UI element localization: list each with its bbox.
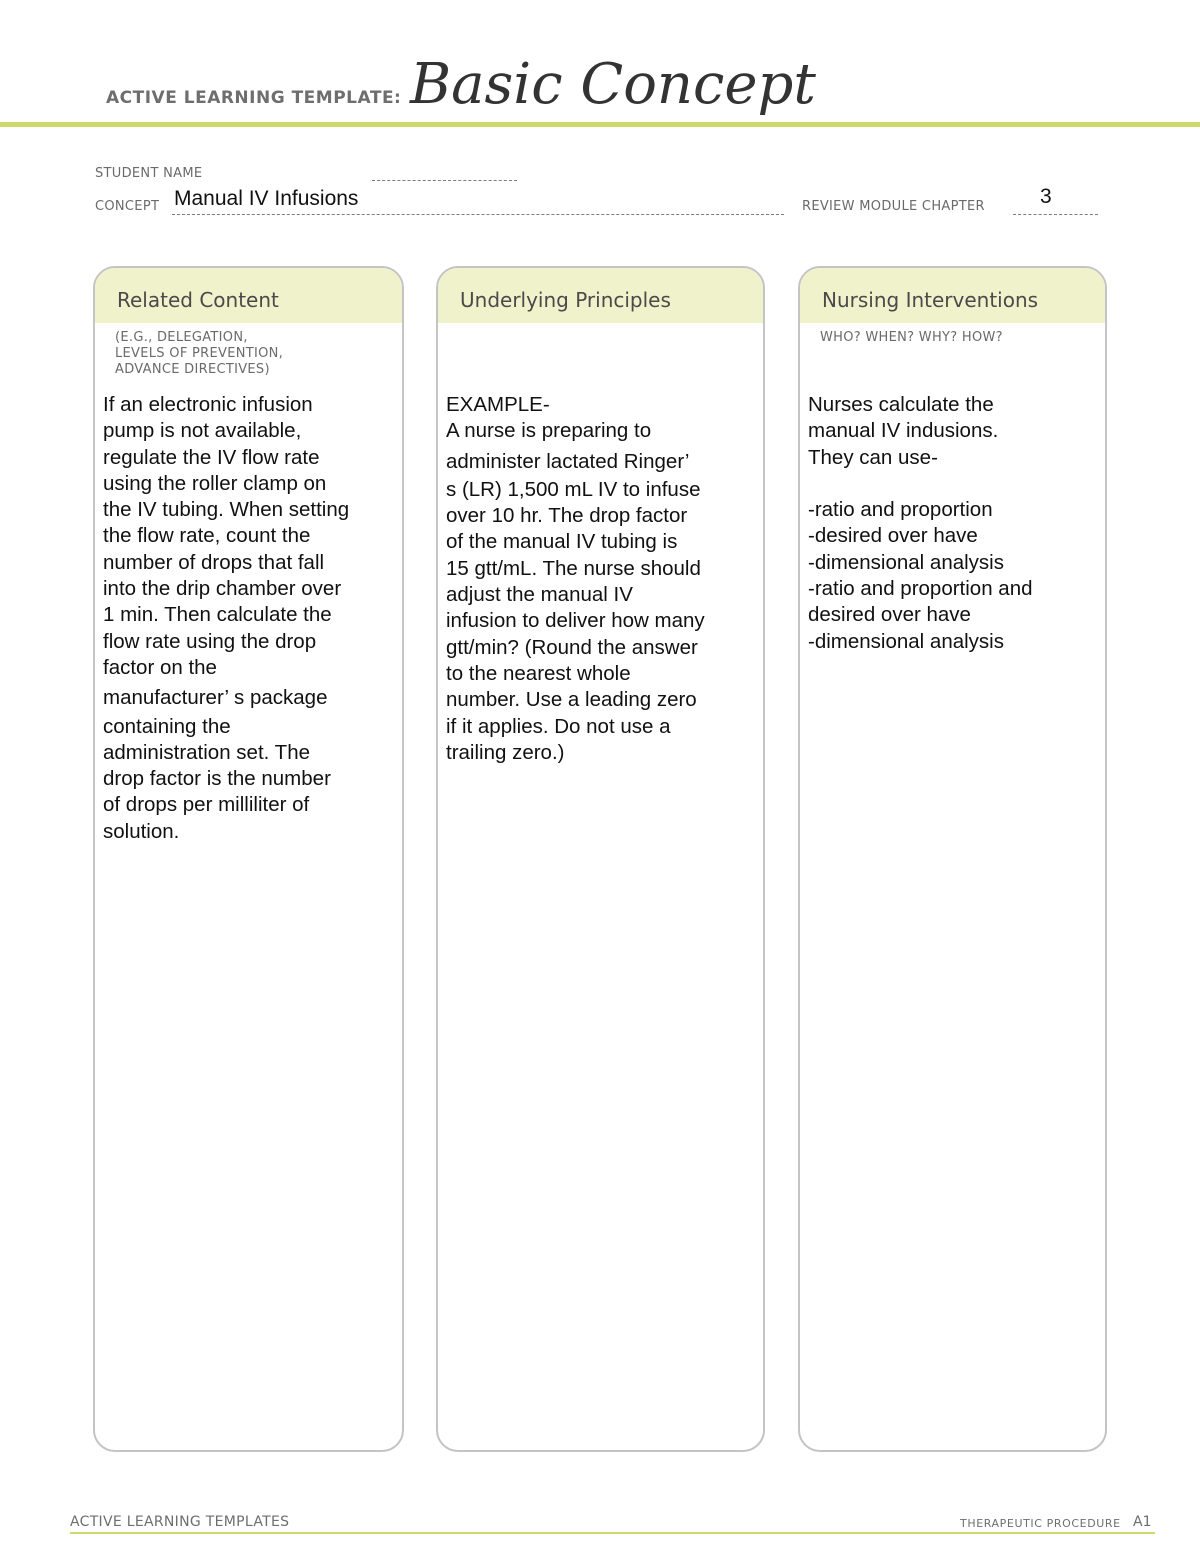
body-line: the IV tubing. When setting — [103, 498, 350, 522]
body-line: EXAMPLE- — [446, 393, 550, 416]
body-line: flow rate using the drop — [103, 629, 317, 653]
related-content-title: Related Content — [117, 288, 279, 312]
body-line: to the nearest whole — [446, 661, 631, 685]
body-line: They can use- — [808, 445, 938, 469]
concept-field[interactable]: Manual IV Infusions — [174, 187, 359, 210]
subtitle-line: ADVANCE DIRECTIVES) — [115, 362, 270, 377]
page-number: A1 — [1133, 1514, 1152, 1530]
review-module-line — [1013, 214, 1098, 215]
body-line: pump is not available, — [103, 419, 302, 443]
header-rule — [0, 122, 1200, 127]
body-line: of drops per milliliter of — [103, 793, 310, 817]
body-line: adjust the manual IV — [446, 583, 633, 607]
concept-label: CONCEPT — [95, 199, 160, 214]
body-line: If an electronic infusion — [103, 393, 313, 416]
underlying-principles-body[interactable] — [446, 392, 753, 766]
body-line: 15 gtt/mL. The nurse should — [446, 556, 701, 580]
body-line: 1 min. Then calculate the — [103, 603, 332, 627]
body-line — [808, 471, 1095, 497]
body-line: -desired over have — [808, 524, 978, 548]
body-line: of the manual IV tubing is — [446, 530, 678, 554]
body-line: number of drops that fall — [103, 550, 325, 574]
body-line: number. Use a leading zero — [446, 688, 697, 712]
underlying-principles-panel — [436, 266, 765, 1452]
underlying-principles-header — [438, 268, 763, 323]
body-line: gtt/min? (Round the answer — [446, 635, 698, 659]
template-title: Basic Concept — [410, 52, 816, 117]
related-content-header — [95, 268, 402, 323]
underlying-principles-title: Underlying Principles — [460, 288, 671, 312]
body-line: -ratio and proportion and — [808, 577, 1033, 601]
body-line: trailing zero.) — [446, 740, 565, 764]
footer-right-label: THERAPEUTIC PROCEDURE — [960, 1517, 1121, 1530]
review-module-field[interactable]: 3 — [1040, 185, 1052, 208]
body-line: if it applies. Do not use a — [446, 714, 671, 738]
body-line: factor on the — [103, 655, 217, 679]
body-line: administer lactated Ringer’ — [446, 449, 690, 473]
subtitle-line: (E.G., DELEGATION, — [115, 330, 248, 345]
body-line: drop factor is the number — [103, 767, 331, 791]
nursing-interventions-body[interactable] — [808, 392, 1095, 655]
body-line: s (LR) 1,500 mL IV to infuse — [446, 477, 701, 501]
related-content-body[interactable] — [103, 392, 392, 845]
body-line: using the roller clamp on — [103, 471, 327, 495]
body-line: into the drip chamber over — [103, 577, 342, 601]
footer-left-label: ACTIVE LEARNING TEMPLATES — [70, 1514, 290, 1530]
body-line: infusion to deliver how many — [446, 609, 705, 633]
body-line: over 10 hr. The drop factor — [446, 504, 688, 528]
body-line: -ratio and proportion — [808, 498, 993, 522]
related-content-subtitle — [115, 330, 283, 378]
body-line: administration set. The — [103, 740, 311, 764]
nursing-interventions-subtitle — [820, 330, 1003, 346]
student-name-line — [372, 180, 517, 181]
footer-rule — [70, 1532, 1155, 1534]
body-line: -dimensional analysis — [808, 550, 1004, 574]
review-module-label: REVIEW MODULE CHAPTER — [802, 199, 985, 214]
template-header-label: ACTIVE LEARNING TEMPLATE: — [106, 88, 402, 108]
subtitle-line: WHO? WHEN? WHY? HOW? — [820, 330, 1003, 345]
body-line: Nurses calculate the — [808, 393, 994, 416]
body-line: A nurse is preparing to — [446, 419, 652, 443]
nursing-interventions-title: Nursing Interventions — [822, 288, 1039, 312]
body-line: the flow rate, count the — [103, 524, 311, 548]
concept-line — [172, 214, 784, 215]
nursing-interventions-header — [800, 268, 1105, 323]
body-line: manual IV indusions. — [808, 419, 999, 443]
nursing-interventions-panel — [798, 266, 1107, 1452]
body-line: regulate the IV flow rate — [103, 445, 320, 469]
body-line: manufacturer’ s package — [103, 686, 328, 710]
student-name-label: STUDENT NAME — [95, 166, 203, 181]
body-line: desired over have — [808, 603, 971, 627]
body-line: containing the — [103, 714, 231, 738]
body-line: solution. — [103, 819, 180, 843]
body-line: -dimensional analysis — [808, 629, 1004, 653]
related-content-panel — [93, 266, 404, 1452]
subtitle-line: LEVELS OF PREVENTION, — [115, 346, 284, 361]
